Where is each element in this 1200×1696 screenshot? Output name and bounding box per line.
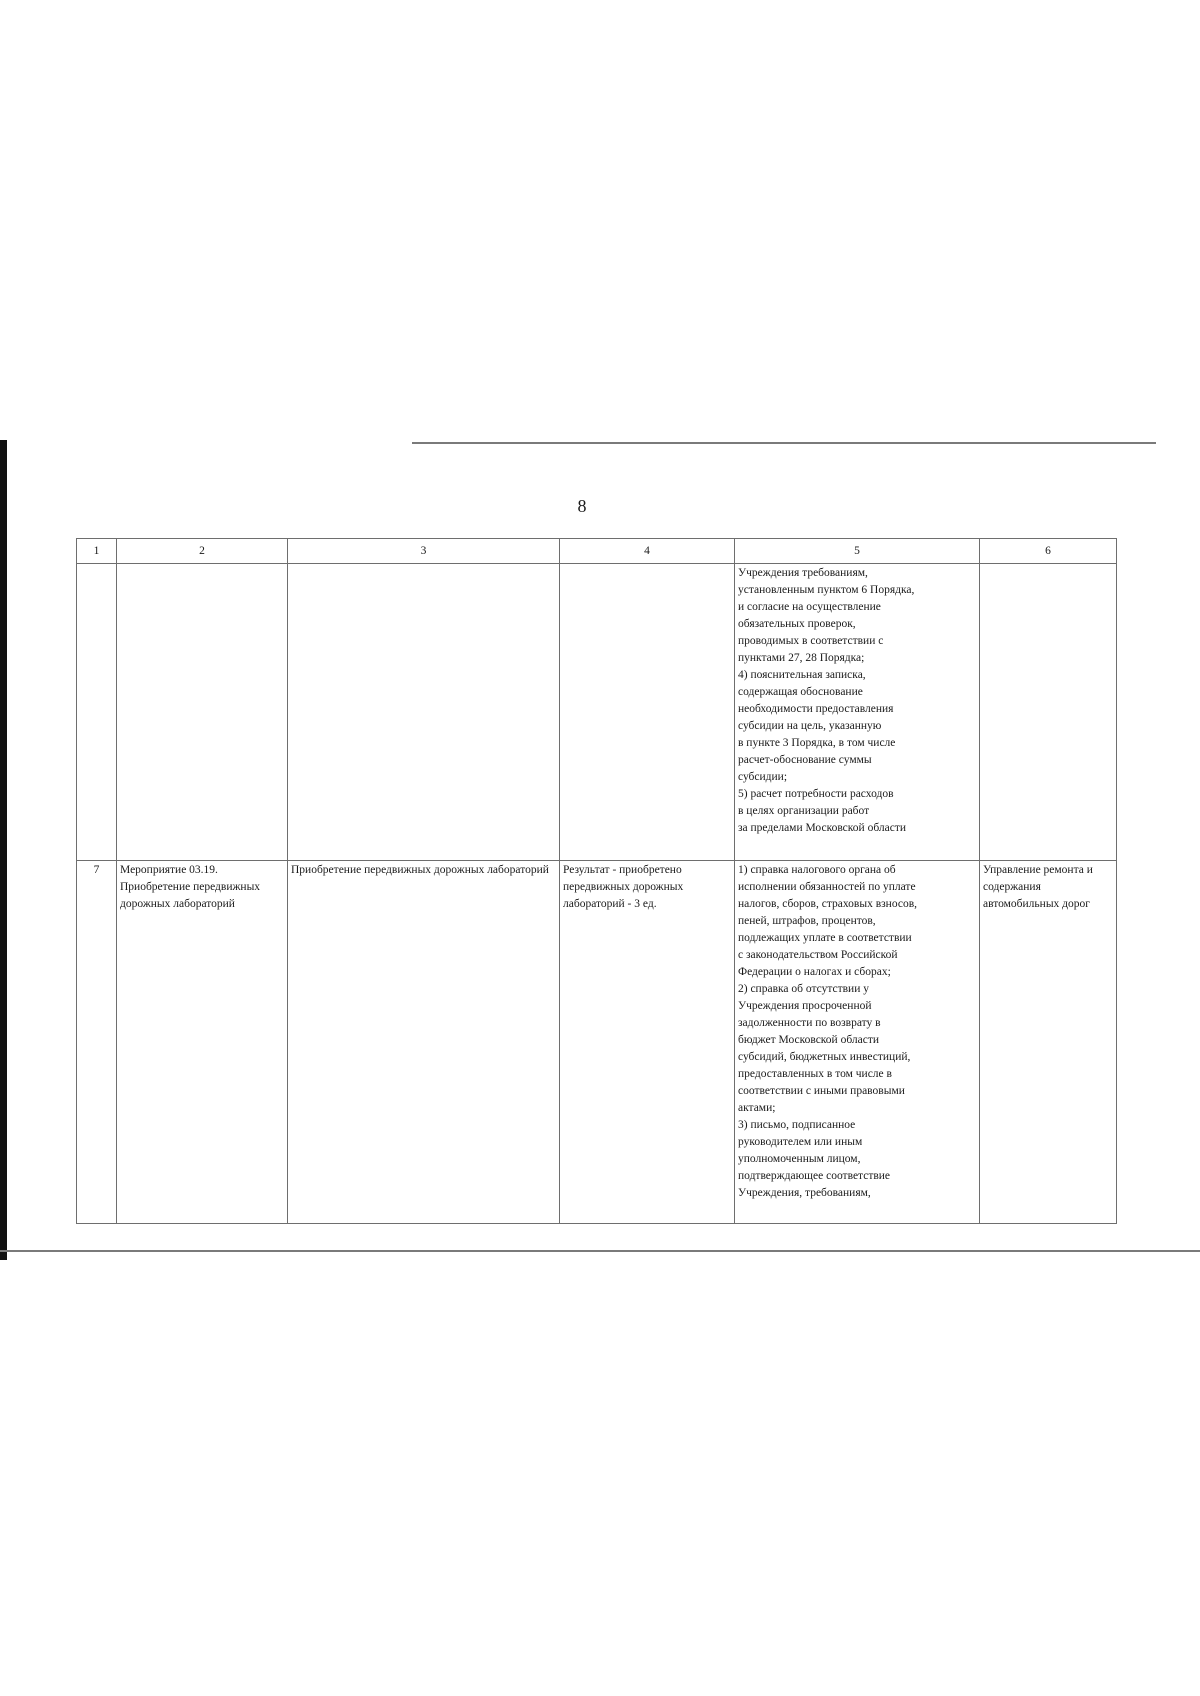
header-cell-6: 6 xyxy=(980,539,1117,564)
documents-cell xyxy=(735,564,980,861)
documents-line: налогов, сборов, страховых взносов, xyxy=(738,898,918,910)
documents-line: подлежащих уплате в соответствии xyxy=(738,932,912,944)
documents-line: установленным пунктом 6 Порядка, xyxy=(738,584,915,596)
documents-line: за пределами Московской области xyxy=(738,822,907,834)
documents-line: 3) письмо, подписанное xyxy=(738,1119,856,1131)
documents-line: соответствии с иными правовыми xyxy=(738,1085,905,1097)
documents-line: 5) расчет потребности расходов xyxy=(738,788,894,800)
row-number-cell xyxy=(77,564,117,861)
header-cell-3: 3 xyxy=(288,539,560,564)
documents-line: актами; xyxy=(738,1102,776,1114)
header-row xyxy=(77,539,1117,564)
documents-line: предоставленных в том числе в xyxy=(738,1068,892,1080)
documents-line: необходимости предоставления xyxy=(738,703,894,715)
documents-line: в пункте 3 Порядка, в том числе xyxy=(738,737,896,749)
main-table xyxy=(76,538,1117,1224)
documents-line: проводимых в соответствии с xyxy=(738,635,884,647)
documents-line: в целях организации работ xyxy=(738,805,870,817)
documents-line: субсидии на цель, указанную xyxy=(738,720,882,732)
documents-line: пеней, штрафов, процентов, xyxy=(738,915,876,927)
documents-line: уполномоченным лицом, xyxy=(738,1153,861,1165)
documents-line: исполнении обязанностей по уплате xyxy=(738,881,916,893)
header-cell-5: 5 xyxy=(735,539,980,564)
header-cell-1: 1 xyxy=(77,539,117,564)
result-cell: Результат - приобретено передвижных дорожных лабораторий - 3 ед. xyxy=(560,861,735,1224)
top-rule xyxy=(412,442,1156,444)
table-row xyxy=(77,564,1117,861)
documents-line: содержащая обоснование xyxy=(738,686,863,698)
documents-line: и согласие на осуществление xyxy=(738,601,881,613)
header-cell-4: 4 xyxy=(560,539,735,564)
header-cell-2: 2 xyxy=(117,539,288,564)
documents-line: субсидии; xyxy=(738,771,788,783)
row-number-cell: 7 xyxy=(77,861,117,1224)
responsible-cell xyxy=(980,564,1117,861)
documents-line: с законодательством Российской xyxy=(738,949,898,961)
documents-cell xyxy=(735,861,980,1224)
description-cell: Приобретение передвижных дорожных лабораторий xyxy=(288,861,560,1224)
responsible-cell: Управление ремонта и содержания автомобильных дорог xyxy=(980,861,1117,1224)
documents-line: Федерации о налогах и сборах; xyxy=(738,966,891,978)
documents-line: задолженности по возврату в xyxy=(738,1017,881,1029)
event-cell xyxy=(117,564,288,861)
documents-line: пунктами 27, 28 Порядка; xyxy=(738,652,865,664)
documents-line: обязательных проверок, xyxy=(738,618,856,630)
description-cell xyxy=(288,564,560,861)
documents-line: 2) справка об отсутствии у xyxy=(738,983,869,995)
documents-line: Учреждения требованиям, xyxy=(738,567,868,579)
documents-line: бюджет Московской области xyxy=(738,1034,880,1046)
table-row xyxy=(77,861,1117,1224)
documents-line: Учреждения, требованиям, xyxy=(738,1187,871,1199)
documents-line: субсидий, бюджетных инвестиций, xyxy=(738,1051,911,1063)
page-number: 8 xyxy=(577,496,587,516)
bottom-rule xyxy=(0,1250,1200,1252)
result-cell xyxy=(560,564,735,861)
documents-line: подтверждающее соответствие xyxy=(738,1170,891,1182)
documents-line: Учреждения просроченной xyxy=(738,1000,872,1012)
documents-line: руководителем или иным xyxy=(738,1136,863,1148)
documents-line: 4) пояснительная записка, xyxy=(738,669,866,681)
documents-line: 1) справка налогового органа об xyxy=(738,864,896,876)
documents-line: расчет-обоснование суммы xyxy=(738,754,872,766)
event-cell: Мероприятие 03.19. Приобретение передвижных дорожных лабораторий xyxy=(117,861,288,1224)
scan-edge-left xyxy=(0,440,7,1260)
